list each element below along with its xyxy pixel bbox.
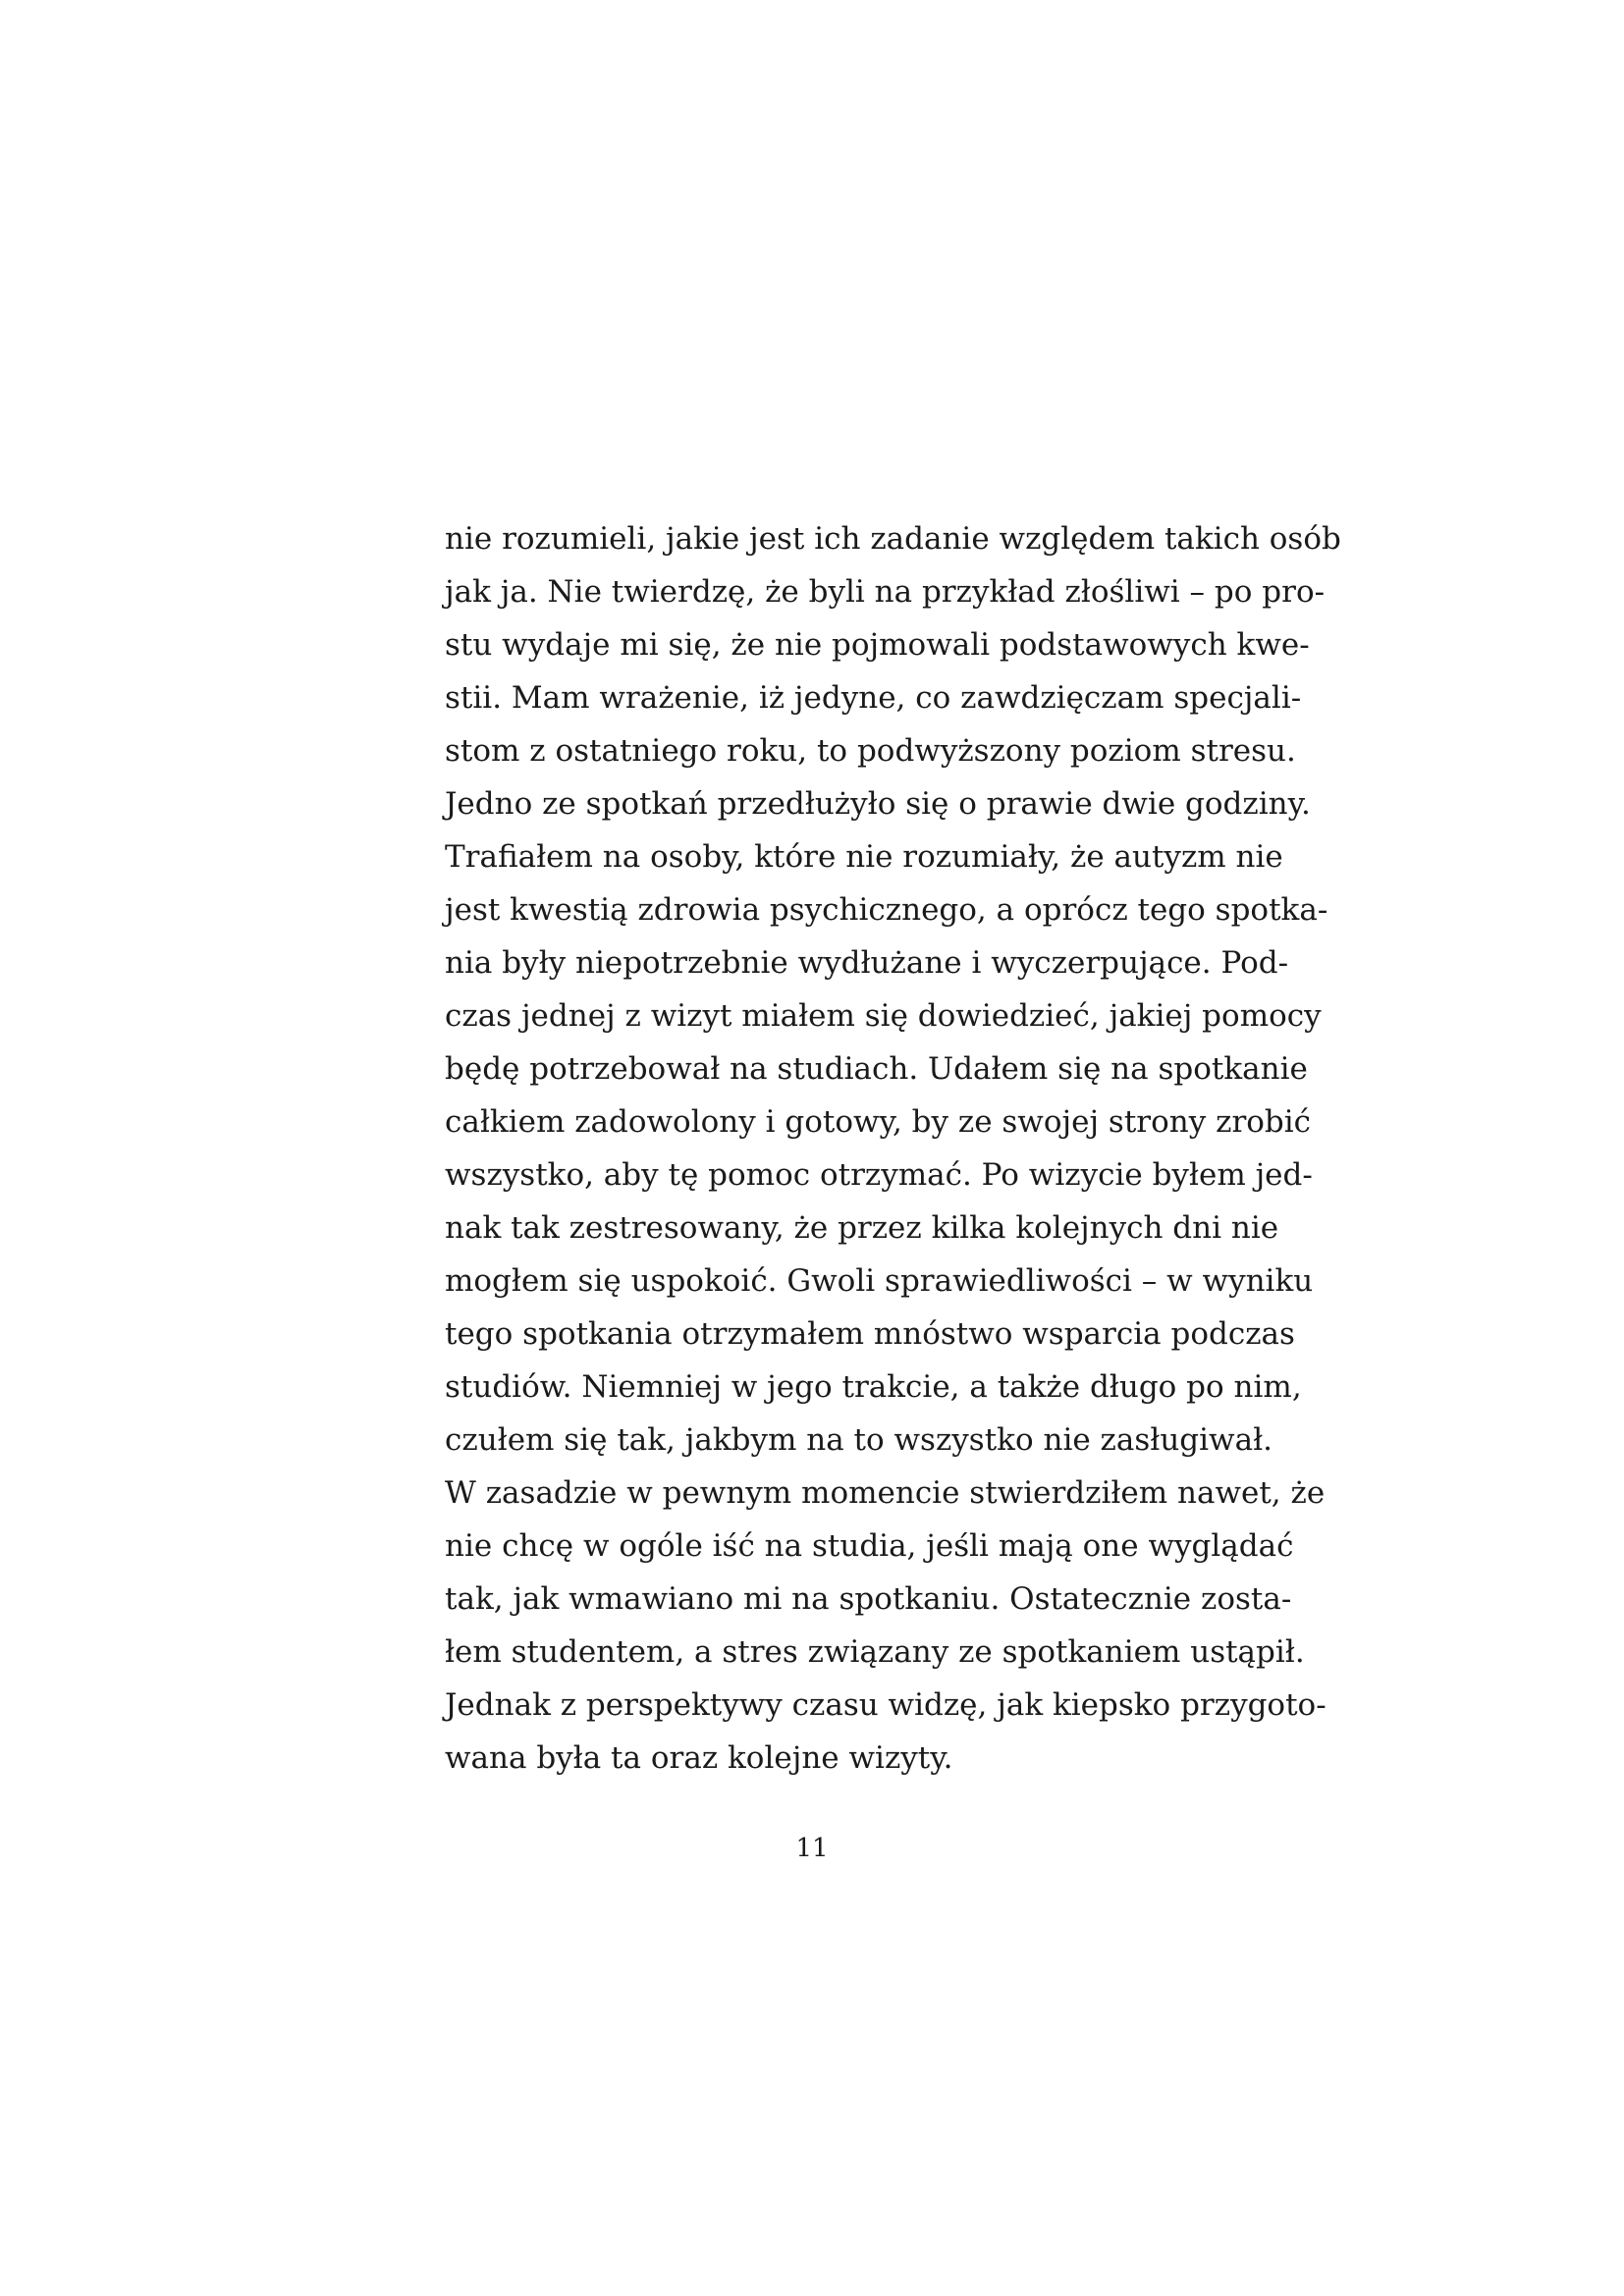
text-line: całkiem zadowolony i gotowy, by ze swojej strony zrobić xyxy=(445,1104,1312,1140)
text-line: W zasadzie w pewnym momencie stwierdziłem nawet, że xyxy=(445,1475,1326,1511)
body-paragraph xyxy=(445,512,1341,1785)
text-line: mogłem się uspokoić. Gwoli sprawiedliwości – w wyniku xyxy=(445,1263,1314,1299)
text-line: nie chcę w ogóle iść na studia, jeśli mają one wyglądać xyxy=(445,1528,1294,1564)
text-line: stii. Mam wrażenie, iż jedyne, co zawdzięczam specjali- xyxy=(445,680,1302,716)
page-number: 11 xyxy=(795,1834,829,1863)
text-line: stom z ostatniego roku, to podwyższony poziom stresu. xyxy=(445,733,1296,769)
text-line: Trafiałem na osoby, które nie rozumiały, że autyzm nie xyxy=(445,839,1283,875)
text-line: Jednak z perspektywy czasu widzę, jak kiepsko przygoto- xyxy=(445,1687,1326,1723)
text-line: nak tak zestresowany, że przez kilka kolejnych dni nie xyxy=(445,1210,1279,1246)
text-line: jest kwestią zdrowia psychicznego, a oprócz tego spotka- xyxy=(445,892,1328,928)
text-line: czułem się tak, jakbym na to wszystko nie zasługiwał. xyxy=(445,1422,1272,1458)
text-line: nie rozumieli, jakie jest ich zadanie względem takich osób xyxy=(445,521,1341,557)
text-line: czas jednej z wizyt miałem się dowiedzieć, jakiej pomocy xyxy=(445,998,1322,1034)
text-line: tak, jak wmawiano mi na spotkaniu. Ostatecznie zosta- xyxy=(445,1581,1292,1617)
text-line: jak ja. Nie twierdzę, że byli na przykład złośliwi – po pro- xyxy=(445,574,1326,610)
text-line: wszystko, aby tę pomoc otrzymać. Po wizycie byłem jed- xyxy=(445,1157,1313,1193)
text-line: Jedno ze spotkań przedłużyło się o prawie dwie godziny. xyxy=(445,786,1311,822)
text-line-last: wana była ta oraz kolejne wizyty. xyxy=(445,1740,953,1776)
text-line: stu wydaje mi się, że nie pojmowali podstawowych kwe- xyxy=(445,627,1310,663)
text-line: łem studentem, a stres związany ze spotkaniem ustąpił. xyxy=(445,1634,1305,1670)
text-line: nia były niepotrzebnie wydłużane i wyczerpujące. Pod- xyxy=(445,945,1289,981)
text-line: będę potrzebował na studiach. Udałem się na spotkanie xyxy=(445,1051,1308,1087)
text-line: tego spotkania otrzymałem mnóstwo wsparcia podczas xyxy=(445,1316,1295,1352)
text-line: studiów. Niemniej w jego trakcie, a także długo po nim, xyxy=(445,1369,1302,1405)
